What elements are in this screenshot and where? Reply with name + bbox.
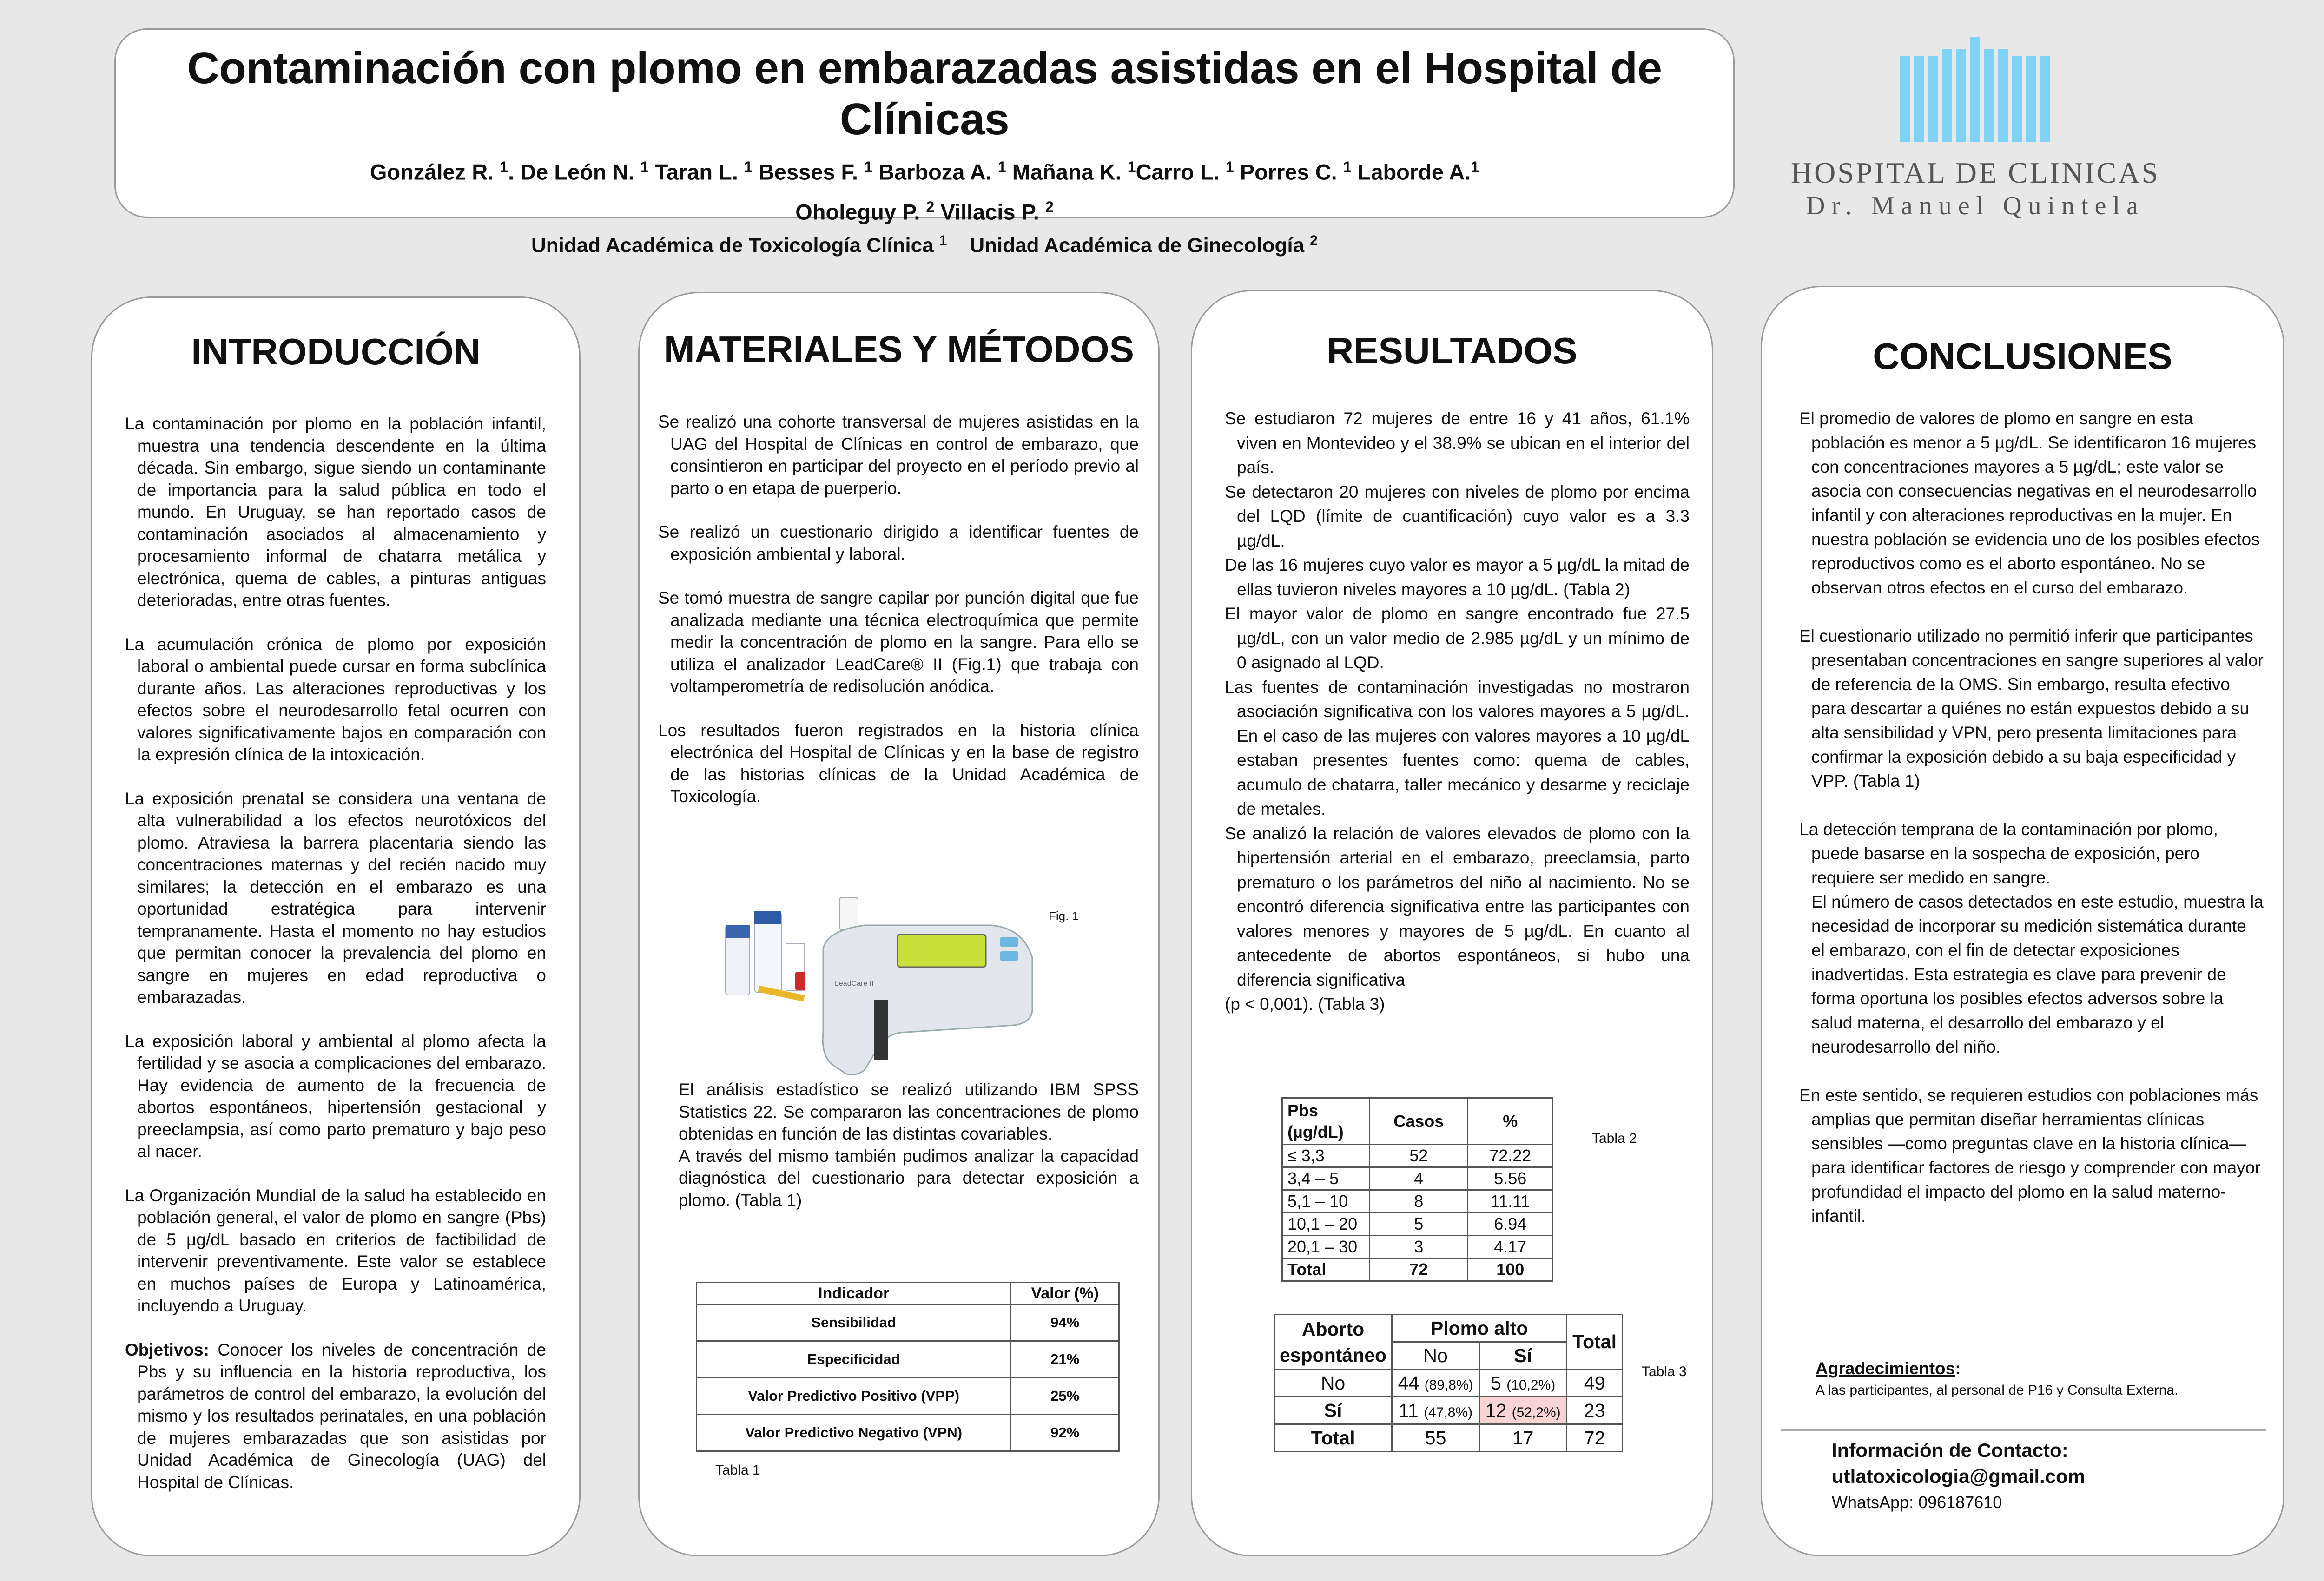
author-sup: 1 bbox=[1471, 158, 1479, 175]
panel-resultados bbox=[1191, 290, 1713, 1556]
objetivos-text: Conocer los niveles de concentración de Pbs y su influencia en la historia reproductiva, los parámetros de control del embarazo, la evolución del mismo y los resultados perinatales, en una población de mujeres embarazadas que son asistidas por Unidad Académica de Ginecología (UAG) del Hospital de Clínicas. bbox=[137, 1340, 546, 1492]
analyzer-slot-icon bbox=[874, 1000, 888, 1060]
reagent-box-label-icon bbox=[726, 925, 750, 938]
analyzer-screen-icon bbox=[898, 935, 986, 967]
table1-cell: Especificidad bbox=[697, 1341, 1011, 1378]
table2-header: % bbox=[1468, 1098, 1553, 1145]
author-name: Mañana K. bbox=[1012, 159, 1122, 184]
author-name: Barboza A. bbox=[878, 159, 992, 184]
table3-header: Total bbox=[1567, 1315, 1623, 1370]
table-row bbox=[697, 1304, 1119, 1341]
intro-text bbox=[125, 413, 546, 1515]
table3-caption: Tabla 3 bbox=[1642, 1364, 1687, 1379]
methods-stats-text bbox=[679, 1079, 1139, 1233]
objetivos-label: Objetivos: bbox=[125, 1340, 209, 1359]
ack-title-text: Agradecimientos bbox=[1816, 1359, 1955, 1378]
results-paragraph: Se analizó la relación de valores elevados de plomo con la hipertensión arterial en el embarazo, preeclamsia, parto prematuro o los parámetros del niño al nacimiento. No se encontró diferencia significativa entre las participantes con valores menores y mayores de 5 µg/dL. En cuanto al antecedente de abortos espontáneos, si hubo una diferencia significativa bbox=[1225, 823, 1690, 989]
table2-cell: 6.94 bbox=[1468, 1213, 1553, 1236]
author-name: Besses F. bbox=[758, 159, 858, 184]
table3-count: 12 bbox=[1485, 1399, 1507, 1421]
table2-caption: Tabla 2 bbox=[1592, 1131, 1637, 1146]
table1-cell: 25% bbox=[1011, 1378, 1119, 1415]
table3-cell: 72 bbox=[1567, 1424, 1623, 1452]
panel-metodos bbox=[638, 292, 1160, 1556]
table3-header: Plomo alto bbox=[1392, 1315, 1567, 1342]
methods-paragraph: El análisis estadístico se realizó utilizando IBM SPSS Statistics 22. Se compararon las concentraciones de plomo obtenidas en función de las distintas covariables. bbox=[679, 1080, 1139, 1143]
results-paragraph: Las fuentes de contaminación investigadas no mostraron asociación significativa con los valores mayores a 5 µg/dL. En el caso de las mujeres con valores mayores a 10 µg/dL estaban presentes fuentes como: quema de cables, acumulo de chatarra, taller mecánico y desarme y reciclaje de metales. bbox=[1225, 677, 1690, 818]
table2-cell: 3 bbox=[1370, 1236, 1468, 1258]
panel-conclusiones bbox=[1761, 286, 2284, 1556]
title-box bbox=[114, 28, 1735, 257]
conclusions-paragraph: El promedio de valores de plomo en sangre en esta población es menor a 5 µg/dL. Se identificaron 16 mujeres con concentraciones mayores a 5 µg/dL; este valor se asocia con consecuencias negativas en el neurodesarrollo infantil y con alteraciones reproductivas en la mujer. En nuestra población se evidencia uno de los posibles efectos reproductivos como es el aborto espontáneo. No se observan otros efectos en el curso del embarazo. bbox=[1799, 409, 2260, 597]
table2-cell: 3,4 – 5 bbox=[1282, 1167, 1370, 1190]
table3-percent: (47,8%) bbox=[1424, 1404, 1473, 1420]
table3-count: 5 bbox=[1491, 1372, 1501, 1394]
table3-percent: (89,8%) bbox=[1424, 1377, 1473, 1393]
table-1 bbox=[696, 1282, 1120, 1452]
table-2 bbox=[1281, 1097, 1553, 1282]
table2-total: 72 bbox=[1370, 1258, 1468, 1281]
table-row bbox=[1282, 1167, 1553, 1190]
conclusions-paragraph: En este sentido, se requieren estudios con poblaciones más amplias que permitan diseñar herramientas clínicas sensibles —como preguntas clave en la historia clínica— para identificar factores de riesgo y comprender con mayor profundidad el impacto del plomo en la salud materno-infantil. bbox=[1799, 1086, 2261, 1225]
analyzer-button-icon bbox=[1000, 937, 1018, 947]
acknowledgements-text: A las participantes, al personal de P16 y Consulta Externa. bbox=[1816, 1383, 2179, 1398]
results-paragraph: Se detectaron 20 mujeres con niveles de plomo por encima del LQD (límite de cuantificación) cuyo valor es a 3.3 µg/dL. bbox=[1225, 482, 1690, 550]
table-row bbox=[1274, 1424, 1623, 1452]
methods-paragraph: A través del mismo también pudimos analizar la capacidad diagnóstica del cuestionario para detectar exposición a plomo. (Tabla 1) bbox=[679, 1146, 1139, 1210]
hospital-logo bbox=[1766, 28, 2185, 218]
table2-total: Total bbox=[1282, 1258, 1370, 1281]
affiliations bbox=[116, 233, 1733, 257]
table-row bbox=[1274, 1370, 1623, 1397]
table3-header: Sí bbox=[1479, 1342, 1567, 1370]
affiliation-toxicologia: Unidad Académica de Toxicología Clínica bbox=[531, 234, 934, 257]
author-sup: 1 bbox=[864, 158, 872, 175]
affiliation-sup: 2 bbox=[1310, 233, 1318, 249]
affiliation-sup: 1 bbox=[939, 233, 947, 249]
table2-cell: 4 bbox=[1370, 1167, 1468, 1190]
divider bbox=[1781, 1429, 2266, 1431]
methods-paragraph: Se realizó una cohorte transversal de mujeres asistidas en la UAG del Hospital de Clínicas en control de embarazo, que consintieron en participar del proyecto en el período previo al parto o en etapa de puerperio. bbox=[658, 412, 1139, 498]
fig-caption: Fig. 1 bbox=[1049, 909, 1079, 923]
panel-introduccion bbox=[91, 296, 581, 1556]
methods-paragraph: Se tomó muestra de sangre capilar por punción digital que fue analizada mediante una técnica electroquímica que permite medir la concentración de plomo en la sangre. Para ello se utiliza el analizador LeadCare® II (Fig.1) que trabaja con voltamperometría de redisolución anódica. bbox=[658, 588, 1139, 696]
author-name: Taran L. bbox=[654, 159, 738, 184]
device-label: LeadCare II bbox=[835, 980, 874, 988]
table2-header: Pbs (µg/dL) bbox=[1282, 1098, 1370, 1145]
table2-cell: 20,1 – 30 bbox=[1282, 1236, 1370, 1258]
heading-conclusiones: CONCLUSIONES bbox=[1873, 336, 2172, 377]
author-sup: 1 bbox=[1343, 158, 1352, 175]
analyzer-button-icon bbox=[1000, 951, 1018, 961]
table2-cell: 5,1 – 10 bbox=[1282, 1190, 1370, 1213]
intro-paragraph: La contaminación por plomo en la población infantil, muestra una tendencia descendente en la última década. Sin embargo, sigue siendo un contaminante de importancia para la salud pública en todo el mundo. En Uruguay, se han reportado casos de contaminación asociados al almacenamiento y procesamiento informal de chatarra metálica y electrónica, quema de cables, a pinturas antiguas deterioradas, entre otras fuentes. bbox=[125, 414, 546, 610]
table2-cell: 52 bbox=[1370, 1145, 1468, 1167]
conclusions-paragraph: La detección temprana de la contaminación por plomo, puede basarse en la sospecha de exposición, pero requiere ser medido en sangre. bbox=[1799, 820, 2218, 887]
author-name: Villacis P. bbox=[940, 199, 1039, 224]
table1-cell: Valor Predictivo Positivo (VPP) bbox=[697, 1378, 1011, 1415]
logo-line-2: Dr. Manuel Quintela bbox=[1806, 191, 2145, 220]
table1-cell: 21% bbox=[1011, 1341, 1119, 1378]
table2-cell: 5.56 bbox=[1468, 1167, 1553, 1190]
authors-line-1 bbox=[116, 150, 1733, 190]
table1-cell: Sensibilidad bbox=[697, 1304, 1011, 1341]
table-row bbox=[1282, 1236, 1553, 1258]
heading-resultados: RESULTADOS bbox=[1327, 330, 1578, 371]
intro-paragraph: La exposición prenatal se considera una ventana de alta vulnerabilidad a los efectos neurotóxicos del plomo. Atraviesa la barrera placentaria siendo las concentraciones maternas y del recién nacido muy similares; la detección en el embarazo es una oportunidad estratégica para intervenir tempranamente. Hasta el momento no hay estudios que permitan conocer la prevalencia del plomo en sangre en mujeres en edad reproductiva o embarazadas. bbox=[125, 789, 546, 1007]
table3-cell: 49 bbox=[1567, 1370, 1623, 1397]
author-sup: 1 bbox=[1225, 158, 1234, 175]
author-name: . De León N. bbox=[508, 159, 634, 184]
table-row bbox=[697, 1415, 1119, 1451]
table3-count: 11 bbox=[1399, 1399, 1419, 1421]
table3-cell bbox=[1392, 1397, 1479, 1424]
container-icon bbox=[839, 897, 858, 930]
table3-cell bbox=[1479, 1370, 1567, 1397]
table-row bbox=[1282, 1213, 1553, 1236]
table3-percent: (52,2%) bbox=[1512, 1404, 1561, 1420]
table3-cell: Sí bbox=[1274, 1397, 1392, 1424]
affiliation-ginecologia: Unidad Académica de Ginecología bbox=[970, 234, 1305, 257]
results-paragraph: (p < 0,001). (Tabla 3) bbox=[1225, 995, 1385, 1014]
author-name: González R. bbox=[370, 159, 494, 184]
author-sup: 2 bbox=[1045, 198, 1054, 215]
author-sup: 1 bbox=[640, 158, 649, 175]
logo-line-1: HOSPITAL DE CLINICAS bbox=[1790, 156, 2160, 189]
intro-paragraph: La Organización Mundial de la salud ha establecido en población general, el valor de plomo en sangre (Pbs) de 5 µg/dL basado en criterios de factibilidad de intervenir preventivamente. Este valor se establece en muchos países de Europa y Latinoamérica, incluyendo a Uruguay. bbox=[125, 1186, 546, 1315]
table1-cell: Valor Predictivo Negativo (VPN) bbox=[697, 1415, 1011, 1451]
table1-cell: 94% bbox=[1011, 1304, 1119, 1341]
heading-introduccion: INTRODUCCIÓN bbox=[191, 331, 481, 372]
table2-cell: 5 bbox=[1370, 1213, 1468, 1236]
author-name: Laborde A. bbox=[1357, 159, 1471, 184]
table3-cell: 17 bbox=[1479, 1424, 1567, 1452]
table-row bbox=[1282, 1190, 1553, 1213]
author-sup: 2 bbox=[926, 198, 935, 215]
table1-header: Indicador bbox=[697, 1283, 1011, 1304]
table2-cell: 11.11 bbox=[1468, 1190, 1553, 1213]
table3-cell: 55 bbox=[1392, 1424, 1479, 1452]
methods-paragraph: Se realizó un cuestionario dirigido a identificar fuentes de exposición ambiental y laboral. bbox=[658, 522, 1139, 564]
author-sup: 1 bbox=[1127, 158, 1136, 175]
table-row bbox=[697, 1341, 1119, 1378]
intro-paragraph: La exposición laboral y ambiental al plomo afecta la fertilidad y se asocia a complicaciones del embarazo. Hay evidencia de aumento de la frecuencia de abortos espontáneos, hipertensión gestacional y preeclampsia, así como parto prematuro y bajo peso al nacer. bbox=[125, 1031, 546, 1161]
table2-cell: 10,1 – 20 bbox=[1282, 1213, 1370, 1236]
reagent-cap-icon bbox=[754, 911, 781, 924]
conclusions-paragraph: El número de casos detectados en este estudio, muestra la necesidad de incorporar su medición sistemática durante el embarazo, con el fin de detectar exposiciones inadvertidas. Esta estrategia es clave para prevenir de forma oportuna los posibles efectos adversos sobre la salud materna, el desarrollo del embarazo y el neurodesarrollo del niño. bbox=[1811, 892, 2264, 1056]
author-sup: 1 bbox=[744, 158, 753, 175]
contact-title: Información de Contacto: bbox=[1832, 1439, 2068, 1461]
leadcare-device-icon bbox=[714, 433, 1039, 619]
contact-block bbox=[1832, 1437, 2085, 1515]
table2-cell: 8 bbox=[1370, 1190, 1468, 1213]
results-paragraph: De las 16 mujeres cuyo valor es mayor a 5 µg/dL la mitad de ellas tuvieron niveles mayores a 10 µg/dL. (Tabla 2) bbox=[1225, 555, 1690, 599]
table3-count: 44 bbox=[1398, 1372, 1419, 1394]
table2-cell: 72.22 bbox=[1468, 1145, 1553, 1167]
intro-objetivos bbox=[125, 1339, 546, 1494]
table1-caption: Tabla 1 bbox=[715, 1462, 760, 1478]
author-sup: 1 bbox=[997, 158, 1006, 175]
table2-header: Casos bbox=[1370, 1098, 1468, 1145]
table-3 bbox=[1274, 1314, 1623, 1452]
conclusions-paragraph: El cuestionario utilizado no permitió inferir que participantes presentaban concentraciones en sangre superiores al valor de referencia de la OMS. Sin embargo, resulta efectivo para descartar a quiénes no están expuestos debido a su alta sensibilidad y VPN, pero presenta limitaciones para confirmar la exposición debido a su baja especificidad y VPP. (Tabla 1) bbox=[1799, 626, 2264, 790]
authors-line-2 bbox=[116, 190, 1733, 230]
table-row bbox=[697, 1378, 1119, 1415]
table1-cell: 92% bbox=[1011, 1415, 1119, 1451]
table2-total: 100 bbox=[1468, 1258, 1553, 1281]
table3-cell: Total bbox=[1274, 1424, 1392, 1452]
heading-metodos: MATERIALES Y MÉTODOS bbox=[664, 329, 1134, 370]
table2-cell: ≤ 3,3 bbox=[1282, 1145, 1370, 1167]
contact-whatsapp: WhatsApp: 096187610 bbox=[1832, 1493, 2002, 1512]
table-row bbox=[1274, 1397, 1623, 1424]
table1-header: Valor (%) bbox=[1011, 1283, 1119, 1304]
ack-colon: : bbox=[1955, 1359, 1961, 1378]
results-text bbox=[1225, 407, 1690, 1017]
sample-vial-icon bbox=[795, 972, 805, 990]
table-row bbox=[1282, 1145, 1553, 1167]
author-name: Porres C. bbox=[1240, 159, 1337, 184]
table3-cell: No bbox=[1274, 1370, 1392, 1397]
methods-paragraph: Los resultados fueron registrados en la historia clínica electrónica del Hospital de Clínicas y en la base de registro de las historias clínicas de la Unidad Académica de Toxicología. bbox=[658, 720, 1139, 806]
table3-cell: 23 bbox=[1567, 1397, 1623, 1424]
table3-highlight-cell bbox=[1479, 1397, 1567, 1424]
acknowledgements-title bbox=[1816, 1359, 1961, 1378]
hospital-logo-icon bbox=[1766, 28, 2185, 144]
table3-percent: (10,2%) bbox=[1506, 1377, 1556, 1393]
table3-header: No bbox=[1392, 1342, 1479, 1370]
results-paragraph: Se estudiaron 72 mujeres de entre 16 y 41 años, 61.1% viven en Montevideo y el 38.9% se ubican en el interior del país. bbox=[1225, 409, 1690, 477]
table3-header: Aborto espontáneo bbox=[1274, 1315, 1392, 1370]
leadcare-device-figure bbox=[712, 893, 1046, 1079]
poster-title: Contaminación con plomo en embarazadas asistidas en el Hospital de Clínicas bbox=[187, 43, 1662, 144]
table-row bbox=[1282, 1258, 1553, 1281]
author-name: Oholeguy P. bbox=[795, 199, 920, 224]
author-sup: 1 bbox=[500, 158, 508, 175]
table2-cell: 4.17 bbox=[1468, 1236, 1553, 1258]
results-paragraph: El mayor valor de plomo en sangre encontrado fue 27.5 µg/dL, con un valor medio de 2.985 µg/dL y un mínimo de 0 asignado al LQD. bbox=[1225, 604, 1690, 672]
table3-cell bbox=[1392, 1370, 1479, 1397]
contact-email[interactable]: utlatoxicologia@gmail.com bbox=[1832, 1465, 2086, 1487]
author-name: Carro L. bbox=[1136, 159, 1220, 184]
intro-paragraph: La acumulación crónica de plomo por exposición laboral o ambiental puede cursar en forma subclínica durante años. Las alteraciones reproductivas y los efectos sobre el neurodesarrollo fetal ocurren con valores significativamente bajos en comparación con la expresión clínica de la intoxicación. bbox=[125, 634, 546, 764]
conclusions-text bbox=[1799, 407, 2264, 1228]
